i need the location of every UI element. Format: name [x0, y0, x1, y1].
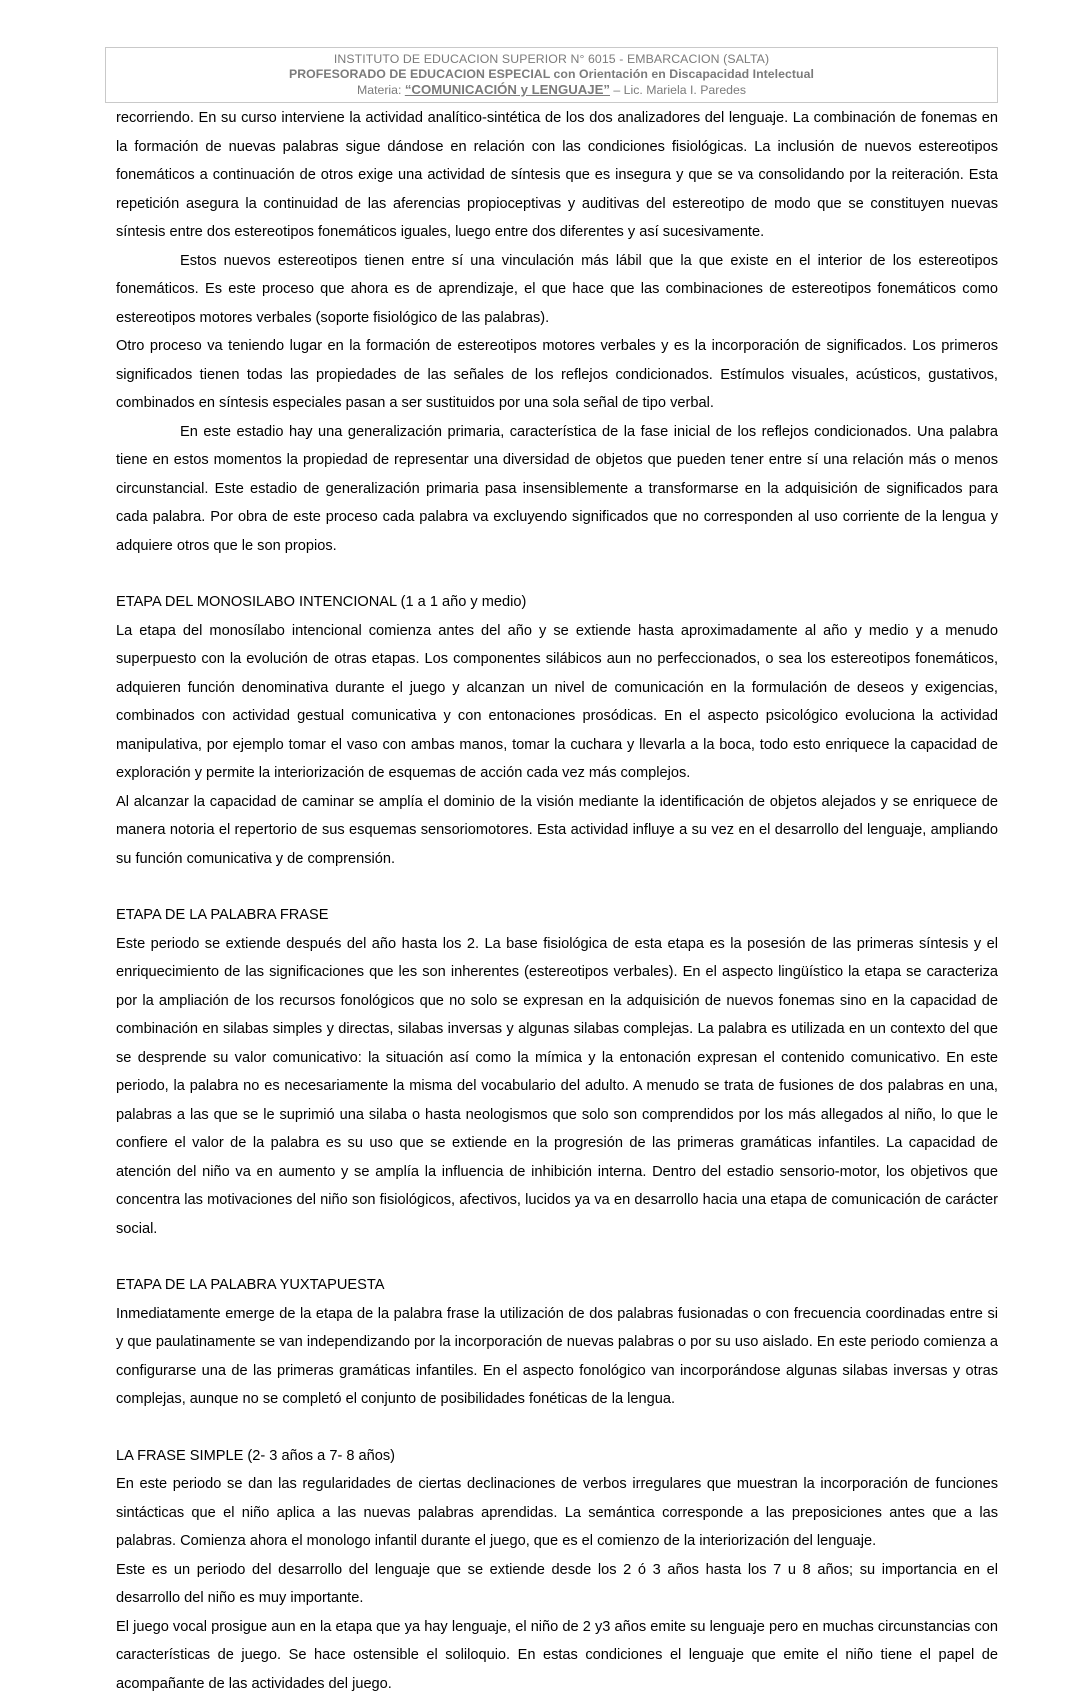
document-header-box	[105, 47, 998, 103]
paragraph-2: Estos nuevos estereotipos tienen entre sí una vinculación más lábil que la que existe en el interior de los estereotipos fonemáticos. Es este proceso que ahora es de aprendizaje, el que hace que las combinaciones de estereotipos fonemáticos como estereotipos motores verbales (soporte fisiológico de las palabras).	[116, 247, 998, 333]
subject-title: “COMUNICACIÓN y LENGUAJE”	[405, 82, 610, 97]
section-spacer	[116, 873, 998, 901]
section-spacer	[116, 1243, 998, 1271]
section-heading-palabra-yuxtapuesta: ETAPA DE LA PALABRA YUXTAPUESTA	[116, 1271, 998, 1300]
paragraph-11: El juego vocal prosigue aun en la etapa que ya hay lenguaje, el niño de 2 y3 años emite su lenguaje pero en muchas circunstancias con características de juego. Se hace ostensible el soliloquio. En estas condiciones el lenguaje que emite el niño tiene el papel de acompañante de las actividades del juego.	[116, 1613, 998, 1698]
program-name: PROFESORADO DE EDUCACION ESPECIAL con Orientación en Discapacidad Intelectual	[106, 67, 997, 82]
paragraph-4: En este estadio hay una generalización primaria, característica de la fase inicial de los reflejos condicionados. Una palabra tiene en estos momentos la propiedad de representar una diversidad de objetos que pueden tener entre sí una relación más o menos circunstancial. Este estadio de generalización primaria pasa insensiblemente a transformarse en la adquisición de significados para cada palabra. Por obra de este proceso cada palabra va excluyendo significados que no corresponden al uso corriente de la lengua y adquiere otros que le son propios.	[116, 418, 998, 561]
document-body	[116, 104, 998, 1698]
paragraph-8: Inmediatamente emerge de la etapa de la palabra frase la utilización de dos palabras fusionadas o con frecuencia coordinadas entre si y que paulatinamente se van independizando por la incorporación de nuevas palabras o por su uso aislado. En este periodo comienza a configurarse una de las primeras gramáticas infantiles. En el aspecto fonológico van incorporándose algunas silabas inversas y otras complejas, aunque no se completó el conjunto de posibilidades fonéticas de la lengua.	[116, 1300, 998, 1414]
paragraph-9: En este periodo se dan las regularidades de ciertas declinaciones de verbos irregulares que muestran la incorporación de funciones sintácticas que el niño aplica a las nuevas palabras aprendidas. La semántica corresponde a las preposiciones antes que a las palabras. Comienza ahora el monologo infantil durante el juego, que es el comienzo de la interiorización del lenguaje.	[116, 1470, 998, 1556]
section-heading-palabra-frase: ETAPA DE LA PALABRA FRASE	[116, 901, 998, 930]
subject-prefix: Materia:	[357, 83, 405, 97]
instructor-name: – Lic. Mariela I. Paredes	[610, 83, 746, 97]
subject-line	[106, 82, 997, 98]
institution-name: INSTITUTO DE EDUCACION SUPERIOR N° 6015 - EMBARCACION (SALTA)	[106, 52, 997, 67]
paragraph-1: recorriendo. En su curso interviene la actividad analítico-sintética de los dos analizadores del lenguaje. La combinación de fonemas en la formación de nuevas palabras sigue dándose en relación con las condiciones fisiológicas. La inclusión de nuevos estereotipos fonemáticos a continuación de otros exige una actividad de síntesis que es insegura y que se va consolidando por la reiteración. Esta repetición asegura la continuidad de las aferencias propioceptivas y auditivas del estereotipo de modo que se constituyen nuevas síntesis entre dos estereotipos fonemáticos iguales, luego entre dos diferentes y así sucesivamente.	[116, 104, 998, 247]
paragraph-5: La etapa del monosílabo intencional comienza antes del año y se extiende hasta aproximadamente al año y medio y a menudo superpuesto con la evolución de otras etapas. Los componentes silábicos aun no perfeccionados, o sea los estereotipos fonemáticos, adquieren función denominativa durante el juego y alcanzan un nivel de comunicación en la formulación de deseos y exigencias, combinados con actividad gestual comunicativa y con entonaciones prosódicas. En el aspecto psicológico evoluciona la actividad manipulativa, por ejemplo tomar el vaso con ambas manos, tomar la cuchara y llevarla a la boca, todo esto enriquece la capacidad de exploración y permite la interiorización de esquemas de acción cada vez más complejos.	[116, 617, 998, 788]
paragraph-6: Al alcanzar la capacidad de caminar se amplía el dominio de la visión mediante la identificación de objetos alejados y se enriquece de manera notoria el repertorio de sus esquemas sensoriomotores. Esta actividad influye a su vez en el desarrollo del lenguaje, ampliando su función comunicativa y de comprensión.	[116, 788, 998, 874]
paragraph-3: Otro proceso va teniendo lugar en la formación de estereotipos motores verbales y es la incorporación de significados. Los primeros significados tienen todas las propiedades de las señales de los reflejos condicionados. Estímulos visuales, acústicos, gustativos, combinados en síntesis especiales pasan a ser sustituidos por una sola señal de tipo verbal.	[116, 332, 998, 418]
section-spacer	[116, 1414, 998, 1442]
section-heading-frase-simple: LA FRASE SIMPLE (2- 3 años a 7- 8 años)	[116, 1442, 998, 1471]
section-spacer	[116, 560, 998, 588]
section-heading-monosilabo: ETAPA DEL MONOSILABO INTENCIONAL (1 a 1 año y medio)	[116, 588, 998, 617]
paragraph-7: Este periodo se extiende después del año hasta los 2. La base fisiológica de esta etapa es la posesión de las primeras síntesis y el enriquecimiento de las significaciones que les son inherentes (estereotipos verbales). En el aspecto lingüístico la etapa se caracteriza por la ampliación de los recursos fonológicos que no solo se expresan en la adquisición de nuevos fonemas sino en la capacidad de combinación en silabas simples y directas, silabas inversas y algunas silabas complejas. La palabra es utilizada en un contexto del que se desprende su valor comunicativo: la situación así como la mímica y la entonación expresan el contenido comunicativo. En este periodo, la palabra no es necesariamente la misma del vocabulario del adulto. A menudo se trata de fusiones de dos palabras en una, palabras a las que se le suprimió una silaba o hasta neologismos que solo son comprendidos por los más allegados al niño, lo que le confiere el valor de la palabra es su uso que se extiende en la progresión de las primeras gramáticas infantiles. La capacidad de atención del niño va en aumento y se amplía la influencia de inhibición interna. Dentro del estadio sensorio-motor, los objetivos que concentra las motivaciones del niño son fisiológicos, afectivos, lucidos ya va en desarrollo hacia una etapa de comunicación de carácter social.	[116, 930, 998, 1244]
paragraph-10: Este es un periodo del desarrollo del lenguaje que se extiende desde los 2 ó 3 años hasta los 7 u 8 años; su importancia en el desarrollo del niño es muy importante.	[116, 1556, 998, 1613]
